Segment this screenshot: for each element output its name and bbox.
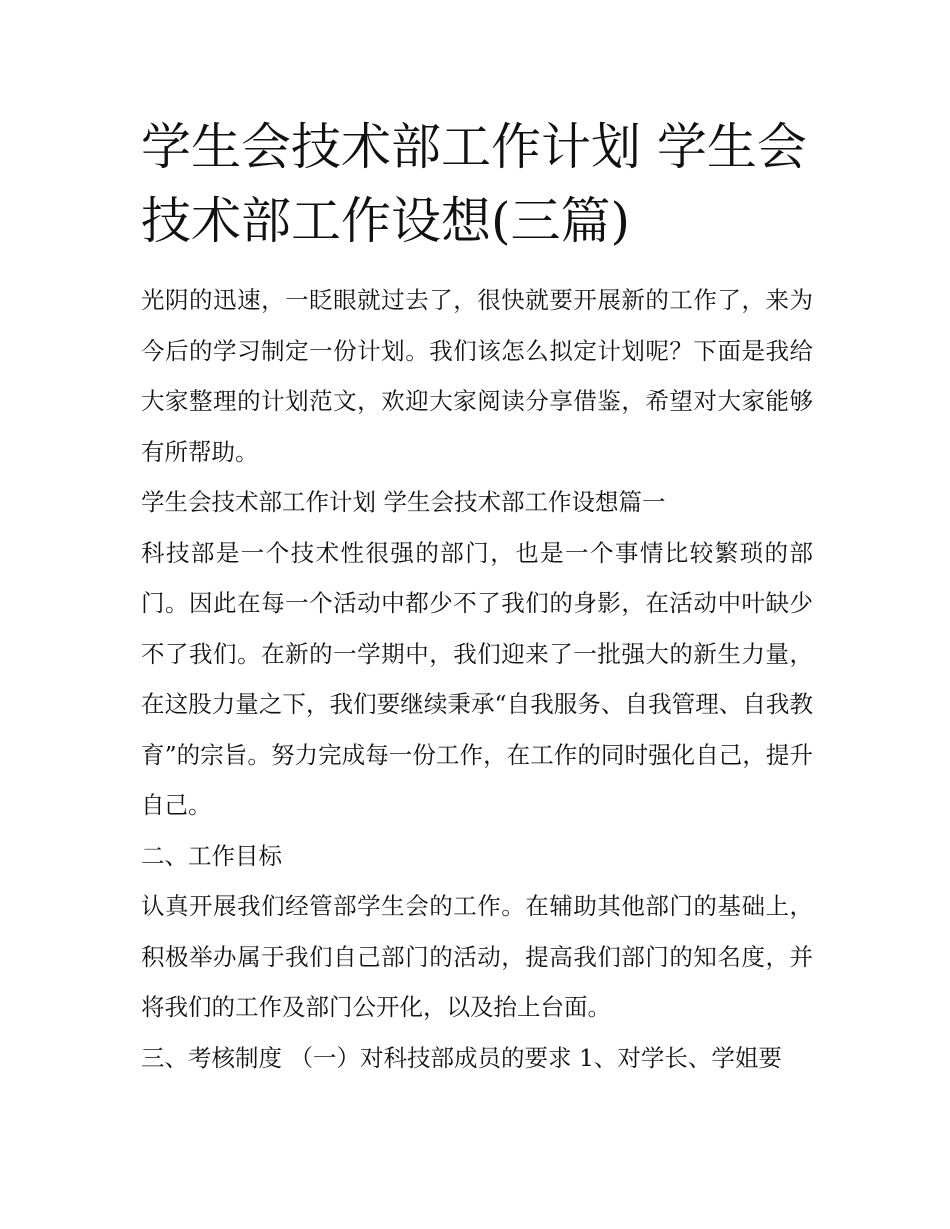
assessment-paragraph: 三、考核制度 （一）对科技部成员的要求 1、对学长、学姐要 xyxy=(141,1043,782,1072)
work-goal-paragraph: 认真开展我们经管部学生会的工作。在辅助其他部门的基础上，积极举办属于我们自己部门的活动，提高我们部门的知名度，并将我们的工作及部门公开化，以及抬上台面。 xyxy=(141,892,813,1021)
section-one-heading: 学生会技术部工作计划 学生会技术部工作设想篇一 xyxy=(141,488,666,516)
document-content xyxy=(141,110,813,1083)
section-one-paragraph: 科技部是一个技术性很强的部门，也是一个事情比较繁琐的部门。因此在每一个活动中都少不了我们的身影，在活动中叶缺少不了我们。在新的一学期中，我们迎来了一批强大的新生力量，在这股力量之下，我们要继续秉承“自我服务、自我管理、自我教育”的宗旨。努力完成每一份工作，在工作的同时强化自己，提升自己。 xyxy=(141,538,813,819)
work-goal-heading: 二、工作目标 xyxy=(141,841,282,870)
intro-paragraph: 光阴的迅速，一眨眼就过去了，很快就要开展新的工作了，来为今后的学习制定一份计划。我们该怎么拟定计划呢？下面是我给大家整理的计划范文，欢迎大家阅读分享借鉴，希望对大家能够有所帮助。 xyxy=(141,286,813,466)
document-title: 学生会技术部工作计划 学生会技术部工作设想(三篇) xyxy=(141,118,807,250)
